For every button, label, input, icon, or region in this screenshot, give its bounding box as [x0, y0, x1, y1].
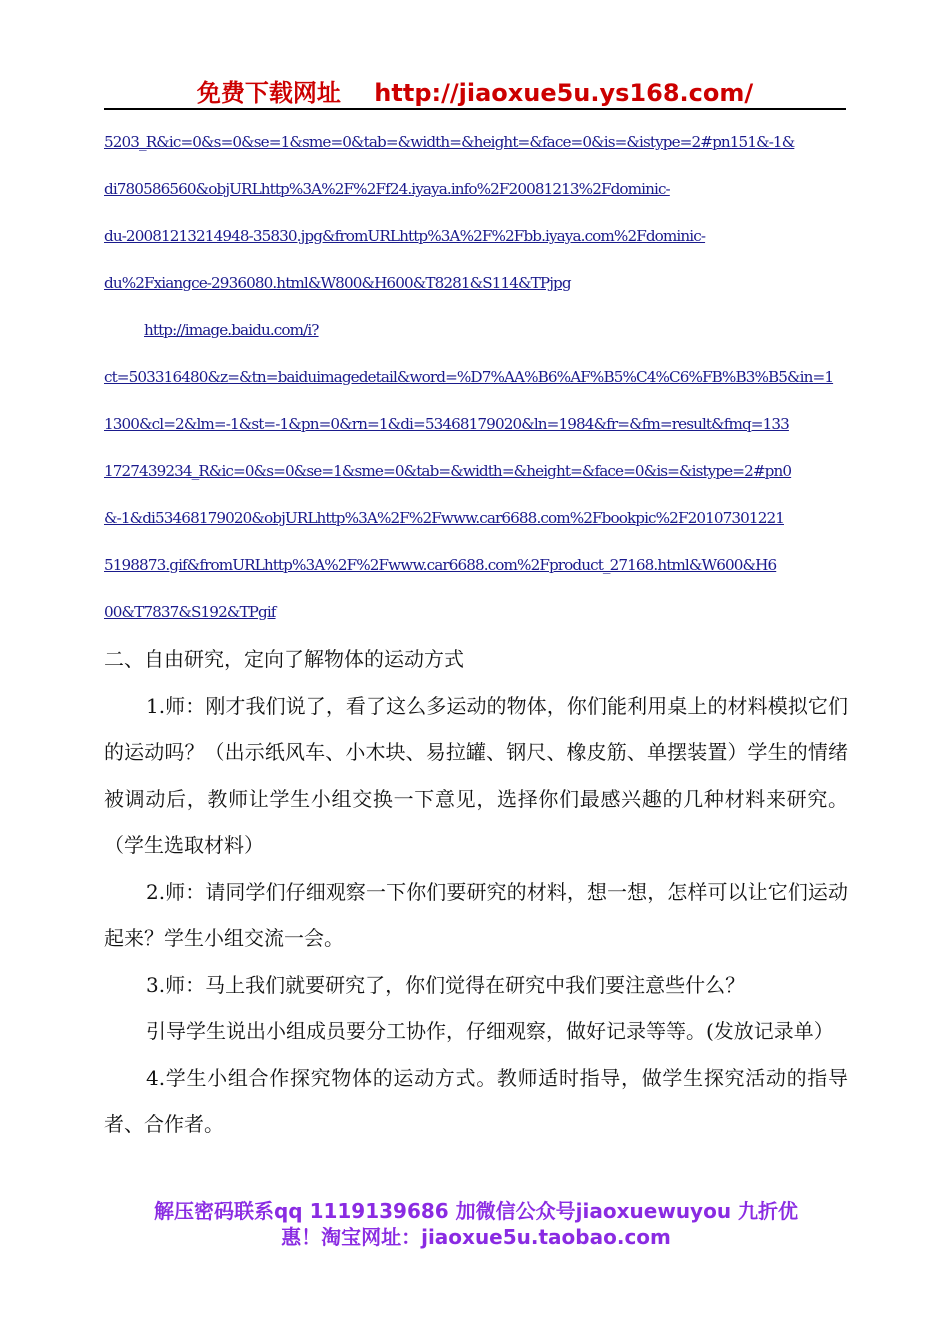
link-line[interactable]: 5203_R&ic=0&s=0&se=1&sme=0&tab=&width=&height=&face=0&is=&istype=2#pn151&-1&	[104, 133, 795, 151]
link-line[interactable]: 1727439234_R&ic=0&s=0&se=1&sme=0&tab=&width=&height=&face=0&is=&istype=2#pn0	[104, 462, 792, 480]
link-line[interactable]: du%2Fxiangce-2936080.html&W800&H600&T8281&S114&TPjpg	[104, 274, 571, 292]
paragraph: 4.学生小组合作探究物体的运动方式。教师适时指导，做学生探究活动的指导者、合作者。	[104, 1065, 848, 1136]
link-line[interactable]: &-1&di53468179020&objURLhttp%3A%2F%2Fwww.car6688.com%2Fbookpic%2F20107301221	[104, 509, 784, 527]
footer-line-1: 解压密码联系qq 1119139686 加微信公众号jiaoxuewuyou 九折优	[153, 1199, 799, 1223]
link-line[interactable]: 00&T7837&S192&TPgif	[104, 603, 276, 621]
paragraph: 1.师：刚才我们说了，看了这么多运动的物体，你们能利用桌上的材料模拟它们的运动吗？（出示纸风车、小木块、易拉罐、钢尺、橡皮筋、单摆装置）学生的情绪被调动后，教师让学生小组交换一下意见，选择你们最感兴趣的几种材料来研究。（学生选取材料）	[104, 693, 848, 857]
link-line[interactable]: ct=503316480&z=&tn=baiduimagedetail&word=%D7%AA%B6%AF%B5%C4%C6%FB%B3%B5&in=1	[104, 368, 834, 386]
link-line[interactable]: di780586560&objURLhttp%3A%2F%2Ff24.iyaya.info%2F20081213%2Fdominic-	[104, 180, 670, 198]
document-body	[104, 636, 848, 1148]
link-line[interactable]: 1300&cl=2&lm=-1&st=-1&pn=0&rn=1&di=53468179020&ln=1984&fr=&fm=result&fmq=133	[104, 415, 789, 433]
page-header	[0, 76, 950, 110]
header-url[interactable]: http://jiaoxue5u.ys168.com/	[374, 79, 754, 107]
paragraph: 3.师：马上我们就要研究了，你们觉得在研究中我们要注意些什么？	[146, 972, 746, 997]
header-divider	[104, 108, 846, 110]
header-title: 免费下载网址	[196, 79, 341, 107]
paragraph: 引导学生说出小组成员要分工协作，仔细观察，做好记录等等。(发放记录单）	[146, 1019, 834, 1043]
link-line[interactable]: http://image.baidu.com/i?	[144, 321, 319, 339]
page-footer	[104, 1198, 848, 1250]
link-line[interactable]: 5198873.gif&fromURLhttp%3A%2F%2Fwww.car6688.com%2Fproduct_27168.html&W600&H6	[104, 556, 777, 574]
paragraph: 2.师：请同学们仔细观察一下你们要研究的材料，想一想，怎样可以让它们运动起来？学生小组交流一会。	[104, 879, 848, 950]
section-heading: 二、自由研究，定向了解物体的运动方式	[104, 647, 464, 671]
footer-line-2: 惠！淘宝网址：jiaoxue5u.taobao.com	[281, 1225, 671, 1249]
reference-links	[104, 126, 846, 643]
link-line[interactable]: du-20081213214948-35830.jpg&fromURLhttp%3A%2F%2Fbb.iyaya.com%2Fdominic-	[104, 227, 706, 245]
